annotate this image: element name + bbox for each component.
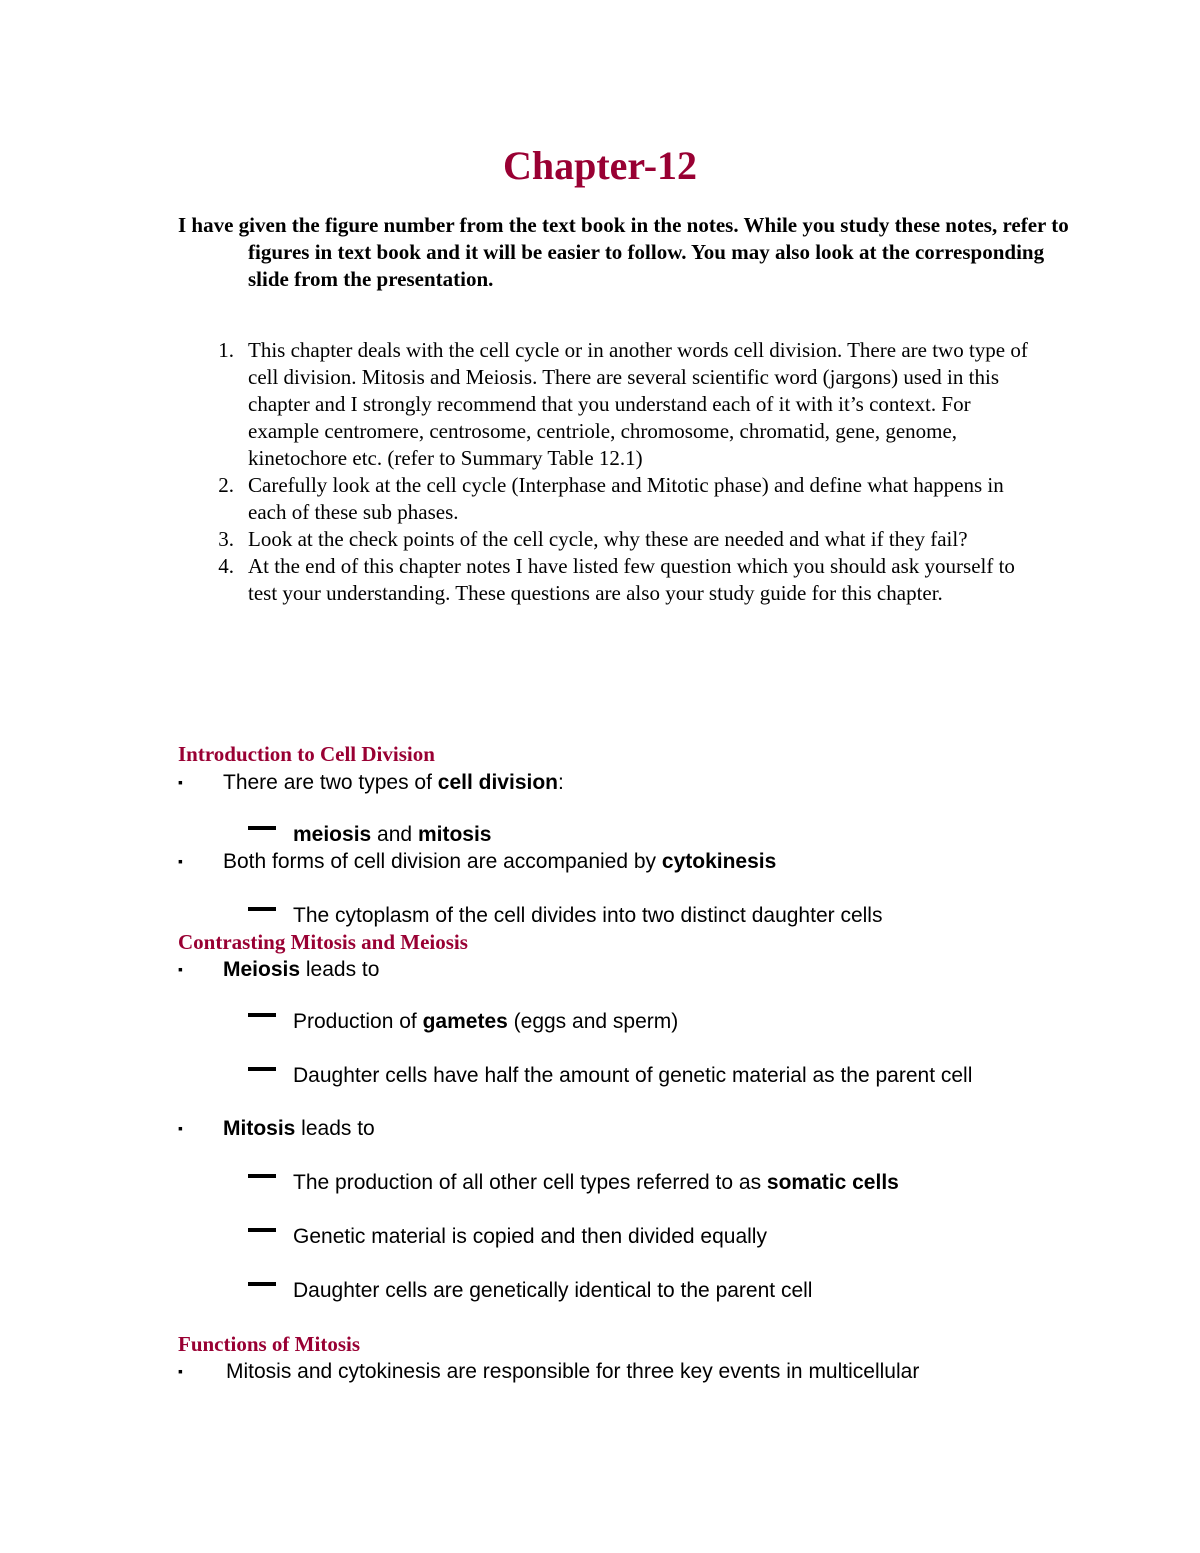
sub-item-text: Production of gametes (eggs and sperm) [293, 1010, 679, 1033]
sub-item-text: Genetic material is copied and then divided equally [293, 1225, 767, 1248]
bullet-text: There are two types of cell division: [223, 771, 564, 794]
list-number: 3. [218, 527, 234, 551]
section-heading-functions: Functions of Mitosis [178, 1332, 361, 1356]
sub-item-text: meiosis and mitosis [293, 823, 492, 846]
dash-icon [248, 826, 276, 830]
numbered-list [200, 337, 1030, 607]
bullet-square-icon: ▪ [178, 961, 183, 977]
sub-item-text: The production of all other cell types referred to as somatic cells [293, 1171, 899, 1194]
section-heading-intro-division: Introduction to Cell Division [178, 742, 435, 766]
bullet-text: Mitosis leads to [223, 1117, 375, 1140]
dash-icon [248, 907, 276, 911]
intro-paragraph: I have given the figure number from the text book in the notes. While you study these notes, refer to figures in text book and it will be easier to follow. You may also look at the corresponding slide from the presentation. [178, 213, 1069, 291]
bullet-square-icon: ▪ [178, 853, 183, 869]
list-item-text: This chapter deals with the cell cycle or in another words cell division. There are two type of cell division. Mitosis and Meiosis. There are several scientific word (jargons) used in this chapter and I strongly recommend that you understand each of it with it’s context. For example centromere, centrosome, centriole, chromosome, chromatid, gene, genome, kinetochore etc. (refer to Summary Table 12.1) [248, 338, 1028, 470]
list-number: 4. [218, 554, 234, 578]
list-number: 2. [218, 473, 234, 497]
bullet-text: Mitosis and cytokinesis are responsible for three key events in multicellular [226, 1360, 920, 1383]
sub-item-text: Daughter cells are genetically identical to the parent cell [293, 1279, 813, 1302]
dash-icon [248, 1282, 276, 1286]
bullet-text: Meiosis leads to [223, 958, 380, 981]
bullet-square-icon: ▪ [178, 1120, 183, 1136]
bullet-square-icon: ▪ [178, 1363, 183, 1379]
sub-item-text: The cytoplasm of the cell divides into two distinct daughter cells [293, 904, 883, 927]
list-item [200, 526, 1030, 553]
list-item [200, 337, 1030, 472]
dash-icon [248, 1228, 276, 1232]
list-item [200, 553, 1030, 607]
bullet-text: Both forms of cell division are accompanied by cytokinesis [223, 850, 777, 873]
page-title: Chapter-12 [502, 143, 698, 188]
dash-icon [248, 1013, 276, 1017]
list-item-text: Carefully look at the cell cycle (Interphase and Mitotic phase) and define what happens in each of these sub phases. [248, 473, 1004, 524]
list-item-text: At the end of this chapter notes I have listed few question which you should ask yourself to test your understanding. These questions are also your study guide for this chapter. [248, 554, 1015, 605]
dash-icon [248, 1067, 276, 1071]
list-item [200, 472, 1030, 526]
section-heading-contrasting: Contrasting Mitosis and Meiosis [178, 930, 468, 954]
list-number: 1. [218, 338, 234, 362]
list-item-text: Look at the check points of the cell cycle, why these are needed and what if they fail? [248, 527, 968, 551]
dash-icon [248, 1174, 276, 1178]
bullet-square-icon: ▪ [178, 774, 183, 790]
sub-item-text: Daughter cells have half the amount of genetic material as the parent cell [293, 1064, 973, 1087]
